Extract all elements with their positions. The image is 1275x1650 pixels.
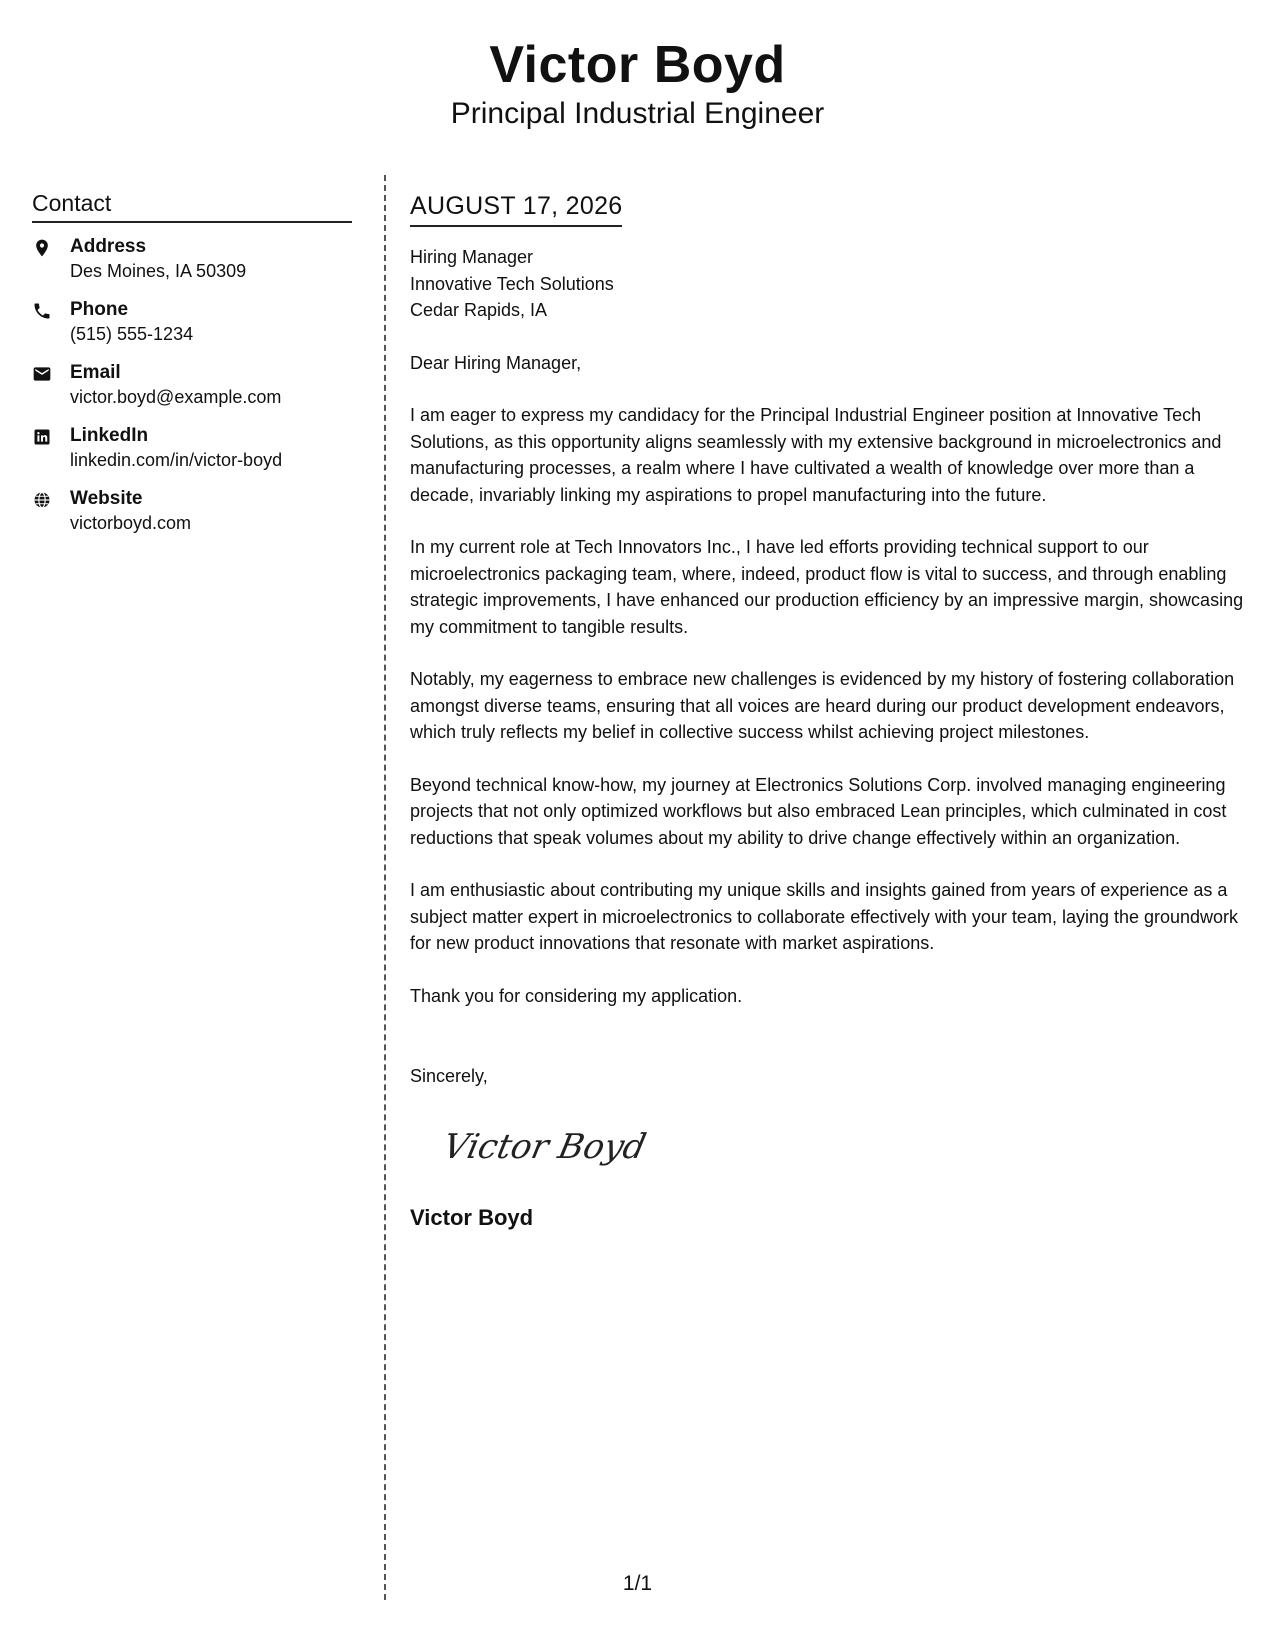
letter-body: [410, 190, 1255, 1233]
handwritten-signature: [446, 1118, 686, 1174]
letter-date: AUGUST 17, 2026: [410, 190, 622, 227]
contact-label: Address: [70, 236, 147, 257]
column-divider: [384, 175, 386, 1600]
body-paragraph: Thank you for considering my application.: [410, 985, 743, 1006]
contact-value: Des Moines, IA 50309: [70, 261, 247, 281]
applicant-title: Principal Industrial Engineer: [450, 97, 825, 130]
location-pin-icon: [32, 238, 52, 258]
body-paragraph: I am enthusiastic about contributing my unique skills and insights gained from years of experience as a subject matter expert in microelectronics to collaborate effectively with your team, laying the groundwork for new product innovations that resonate with market aspirations.: [410, 880, 1239, 953]
contact-sidebar: [32, 188, 352, 550]
contact-value: linkedin.com/in/victor-boyd: [70, 450, 283, 470]
contact-label: Phone: [70, 299, 129, 320]
contact-label: Website: [70, 488, 143, 509]
body-paragraph: Beyond technical know-how, my journey at Electronics Solutions Corp. involved managing engineering projects that not only optimized workflows but also embraced Lean principles, which culminated in cost reductions that speak volumes about my ability to drive change effectively within an organization.: [410, 774, 1227, 848]
contact-heading: Contact: [32, 188, 352, 223]
applicant-name: Victor Boyd: [489, 36, 786, 94]
recipient-line: Innovative Tech Solutions: [410, 273, 614, 294]
contact-label: LinkedIn: [70, 425, 149, 446]
envelope-icon: [32, 364, 52, 384]
greeting: Dear Hiring Manager,: [410, 352, 582, 373]
contact-email: [32, 361, 352, 410]
recipient-line: Cedar Rapids, IA: [410, 300, 548, 320]
globe-icon: [32, 490, 52, 510]
contact-phone: [32, 298, 352, 347]
phone-icon: [32, 301, 52, 321]
signature-text: Victor Boyd: [446, 1126, 650, 1167]
contact-address: [32, 235, 352, 284]
recipient-block: [410, 244, 1255, 324]
recipient-line: Hiring Manager: [410, 247, 534, 267]
signer-name: Victor Boyd: [410, 1205, 534, 1230]
linkedin-icon: [32, 427, 52, 447]
letter-header: [0, 34, 1275, 132]
body-paragraph: In my current role at Tech Innovators Inc., I have led efforts providing technical support to our microelectronics packaging team, where, indeed, product flow is vital to success, and through enabling strategic improvements, I have enhanced our production efficiency by an impressive margin, showcasing my commitment to tangible results.: [410, 537, 1244, 637]
contact-value: (515) 555-1234: [70, 324, 194, 344]
contact-linkedin: [32, 424, 352, 473]
contact-label: Email: [70, 362, 121, 383]
page-number: 1/1: [622, 1572, 653, 1595]
contact-value: victorboyd.com: [70, 513, 192, 533]
contact-website: [32, 487, 352, 536]
closing: Sincerely,: [410, 1066, 488, 1086]
body-paragraph: I am eager to express my candidacy for the Principal Industrial Engineer position at Innovative Tech Solutions, as this opportunity aligns seamlessly with my extensive background in microelectronics and manufacturing processes, a realm where I have cultivated a wealth of knowledge over more than a decade, invariably linking my aspirations to propel manufacturing into the future.: [410, 405, 1222, 505]
body-paragraph: Notably, my eagerness to embrace new challenges is evidenced by my history of fostering collaboration amongst diverse teams, ensuring that all voices are heard during our product development endeavors, which truly reflects my belief in collective success whilst achieving project milestones.: [410, 669, 1235, 742]
contact-value: victor.boyd@example.com: [70, 387, 282, 407]
